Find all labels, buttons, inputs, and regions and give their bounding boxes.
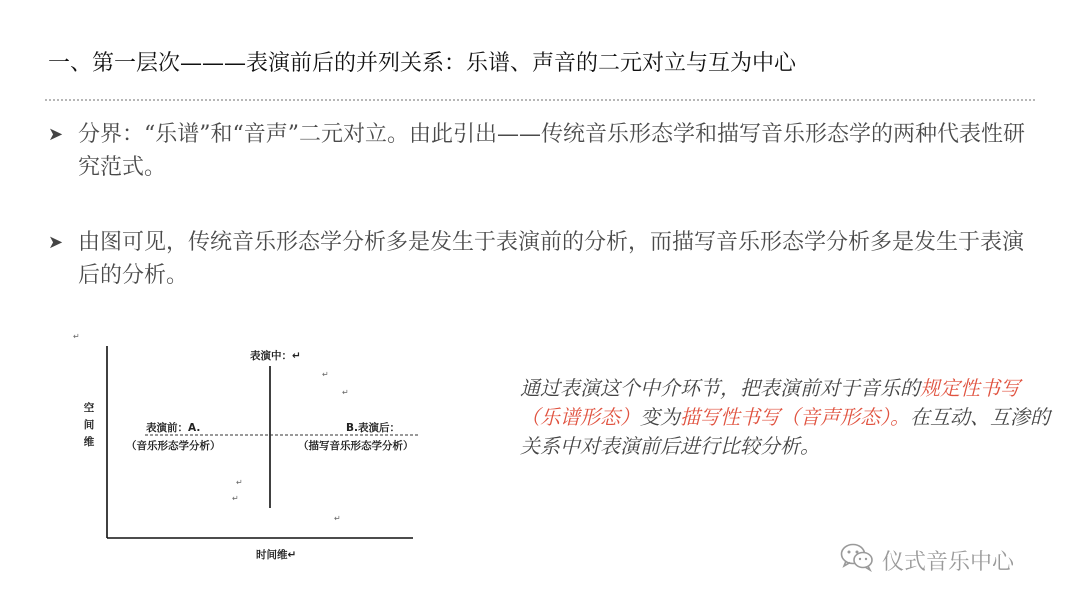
- return-mark: ↵: [334, 514, 341, 523]
- center-label: 表演中：↵: [250, 350, 301, 362]
- watermark: [840, 543, 1014, 577]
- watermark-text: 仪式音乐中心: [882, 549, 1015, 575]
- right-title: B.表演后：: [346, 422, 400, 434]
- bullet-text-2: 由图可见，传统音乐形态学分析多是发生于表演前的分析，而描写音乐形态学分析多是发生于表演后的分析。: [78, 230, 1025, 288]
- bullet-text-1: 分界：“乐谱”和“音声”二元对立。由此引出——传统音乐形态学和描写音乐形态学的两种代表性研究范式。: [78, 122, 1025, 180]
- y-axis-label: 空间维: [83, 402, 95, 448]
- arrow-bullet-icon: ➤: [48, 124, 64, 145]
- return-mark: ↵: [73, 332, 80, 341]
- return-mark: ↵: [236, 478, 243, 487]
- note-part-1: 通过表演这个中介环节，把表演前对于音乐的: [520, 376, 920, 400]
- slide-title: 一、第一层次———表演前后的并列关系：乐谱、声音的二元对立与互为中心: [48, 51, 797, 76]
- wechat-icon: [840, 542, 874, 578]
- left-subtitle: （音乐形态学分析）: [126, 440, 221, 452]
- bullet-item-2: [48, 226, 1028, 292]
- performance-diagram: [70, 328, 430, 566]
- arrow-bullet-icon: ➤: [48, 232, 64, 253]
- commentary-text: [520, 374, 1055, 461]
- note-highlight-1: 规定性书写（乐谱形态）: [520, 376, 1020, 429]
- bullet-item-1: [48, 118, 1028, 184]
- right-subtitle: （描写音乐形态学分析）: [298, 440, 414, 452]
- x-axis-label: 时间维↵: [256, 549, 297, 561]
- dotted-divider: [45, 99, 1035, 101]
- left-title: 表演前：A.: [146, 422, 201, 434]
- note-part-2: 变为: [640, 405, 680, 429]
- note-part-3: 在互动、互渗的关系中对表演前后进行比较分析。: [520, 405, 1050, 458]
- note-highlight-2: 描写性书写（音声形态）。: [680, 405, 910, 429]
- return-mark: ↵: [342, 388, 349, 397]
- return-mark: ↵: [232, 494, 239, 503]
- return-mark: ↵: [322, 370, 329, 379]
